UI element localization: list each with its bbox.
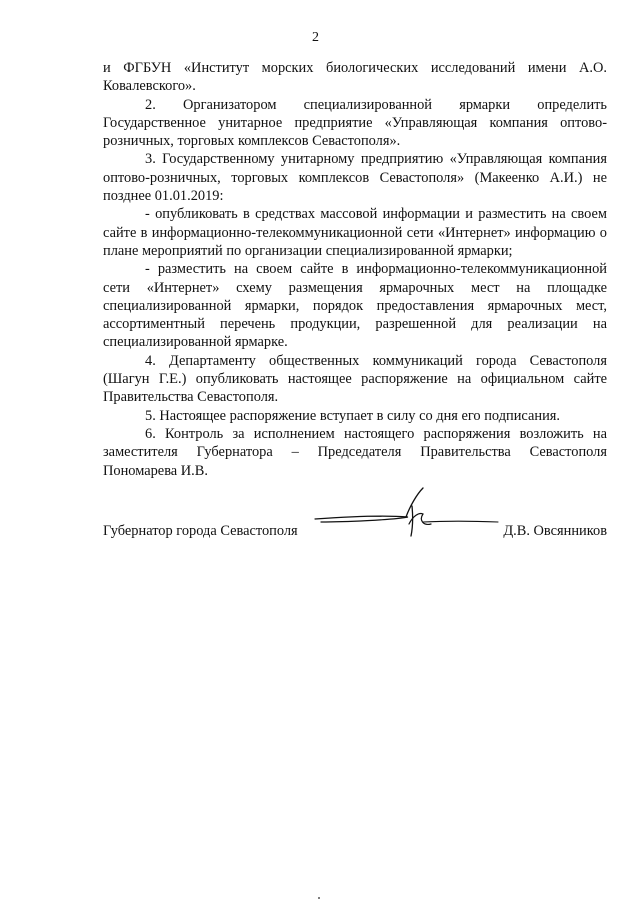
paragraph-5-effective: 5. Настоящее распоряжение вступает в силу со дня его подписания. [145, 407, 560, 424]
paragraph-4-department: 4. Департаменту общественных коммуникаций города Севастополя (Шагун Г.Е.) опубликовать настоящее распоряжение на официальном сайте Правительства Севастополя. [103, 352, 607, 406]
page-number: 2 [312, 30, 319, 45]
document-body [103, 59, 607, 480]
paragraph-6-control: 6. Контроль за исполнением настоящего распоряжения возложить на заместителя Губернатора – Председателя Правительства Севастополя Пономарева И.В. [103, 425, 607, 479]
paragraph-3b-post-scheme: - разместить на своем сайте в информационно-телекоммуникационной сети «Интернет» схему размещения ярмарочных мест на площадке специализированной ярмарки, порядок предоставления ярмарочных мест, ассортиментный перечень продукции, разрешенной для реализации на специализированной ярмарке. [103, 261, 607, 351]
paragraph-1-continuation: и ФГБУН «Институт морских биологических исследований имени А.О. Ковалевского». [103, 60, 607, 95]
paragraph-3a-publish: - опубликовать в средствах массовой информации и разместить на своем сайте в информационно-телекоммуникационной сети «Интернет» информацию о плане мероприятий по организации специализированной ярмарки; [103, 206, 607, 259]
paragraph-2-organizer: 2. Организатором специализированной ярмарки определить Государственное унитарное предприятие «Управляющая компания оптово-розничных, торговых комплексов Севастополя». [103, 96, 607, 150]
signature-block [103, 522, 607, 544]
page-edge-mark [313, 896, 325, 900]
signatory-title: Губернатор города Севастополя [103, 523, 298, 539]
paragraph-3-enterprise: 3. Государственному унитарному предприятию «Управляющая компания оптово-розничных, торговых комплексов Севастополя» (Макеенко А.И.) не позднее 01.01.2019: [103, 151, 607, 205]
signatory-name: Д.В. Овсянников [503, 523, 607, 539]
